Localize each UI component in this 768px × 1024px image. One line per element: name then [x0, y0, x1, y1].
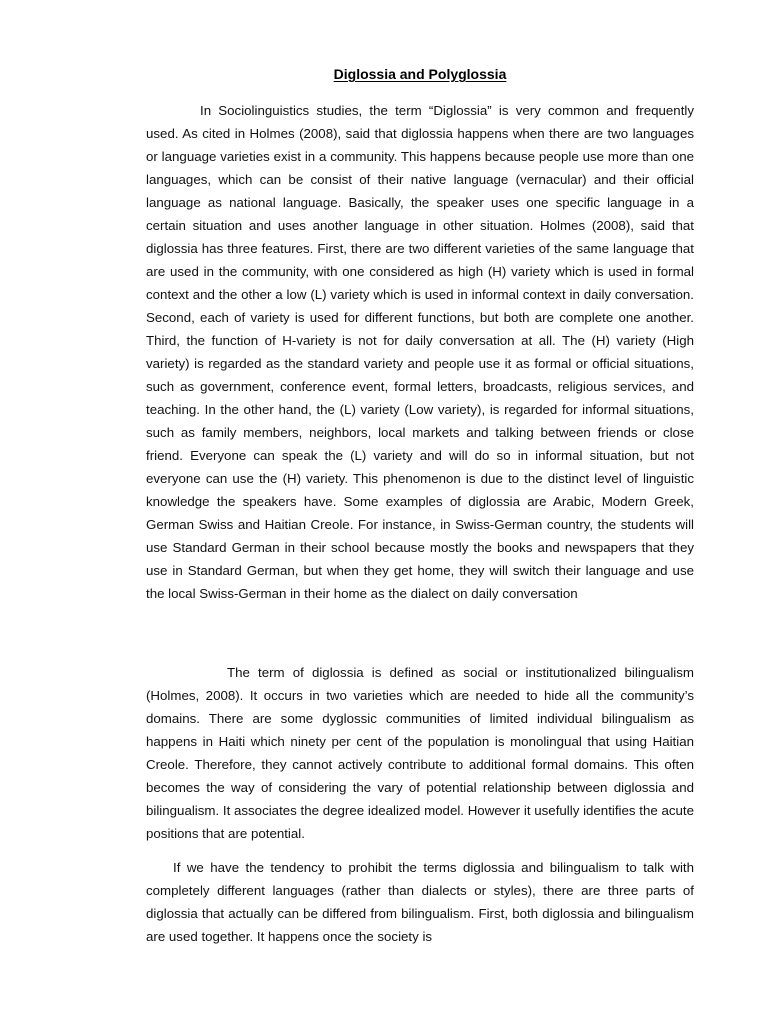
paragraph-3: If we have the tendency to prohibit the terms diglossia and bilingualism to talk with completely different languages (rather than dialects or styles), there are three parts of diglossia that actually can be differed from bilingualism. First, both diglossia and bilingualism are used together. It happens once the society is	[146, 860, 694, 944]
paragraph-1: In Sociolinguistics studies, the term “Diglossia” is very common and frequently used. As cited in Holmes (2008), said that diglossia happens when there are two languages or language varieties exist in a community. This happens because people use more than one languages, which can be consist of their native language (vernacular) and their official language as national language. Basically, the speaker uses one specific language in a certain situation and uses another language in other situation. Holmes (2008), said that diglossia has three features. First, there are two different varieties of the same language that are used in the community, with one considered as high (H) variety which is used in formal context and the other a low (L) variety which is used in informal context in daily conversation. Second, each of variety is used for different functions, but both are complete one another. Third, the function of H-variety is not for daily conversation at all. The (H) variety (High variety) is regarded as the standard variety and people use it as formal or official situations, such as government, conference event, formal letters, broadcasts, religious services, and teaching. In the other hand, the (L) variety (Low variety), is regarded for informal situations, such as family members, neighbors, local markets and talking between friends or close friend. Everyone can speak the (L) variety and will do so in informal situation, but not everyone can use the (H) variety. This phenomenon is due to the distinct level of linguistic knowledge the speakers have. Some examples of diglossia are Arabic, Modern Greek, German Swiss and Haitian Creole. For instance, in Swiss-German country, the students will use Standard German in their school because mostly the books and newspapers that they use in Standard German, but when they get home, they will switch their language and use the local Swiss-German in their home as the dialect on daily conversation	[146, 103, 694, 601]
document-page	[146, 0, 694, 1024]
document-title: Diglossia and Polyglossia	[333, 66, 507, 82]
paragraph-2: The term of diglossia is defined as social or institutionalized bilingualism (Holmes, 2008). It occurs in two varieties which are needed to hide all the community’s domains. There are some dyglossic communities of limited individual bilingualism as happens in Haiti which ninety per cent of the population is monolingual that using Haitian Creole. Therefore, they cannot actively contribute to additional formal domains. This often becomes the way of considering the vary of potential relationship between diglossia and bilingualism. It associates the degree idealized model. However it usefully identifies the acute positions that are potential.	[146, 665, 694, 841]
